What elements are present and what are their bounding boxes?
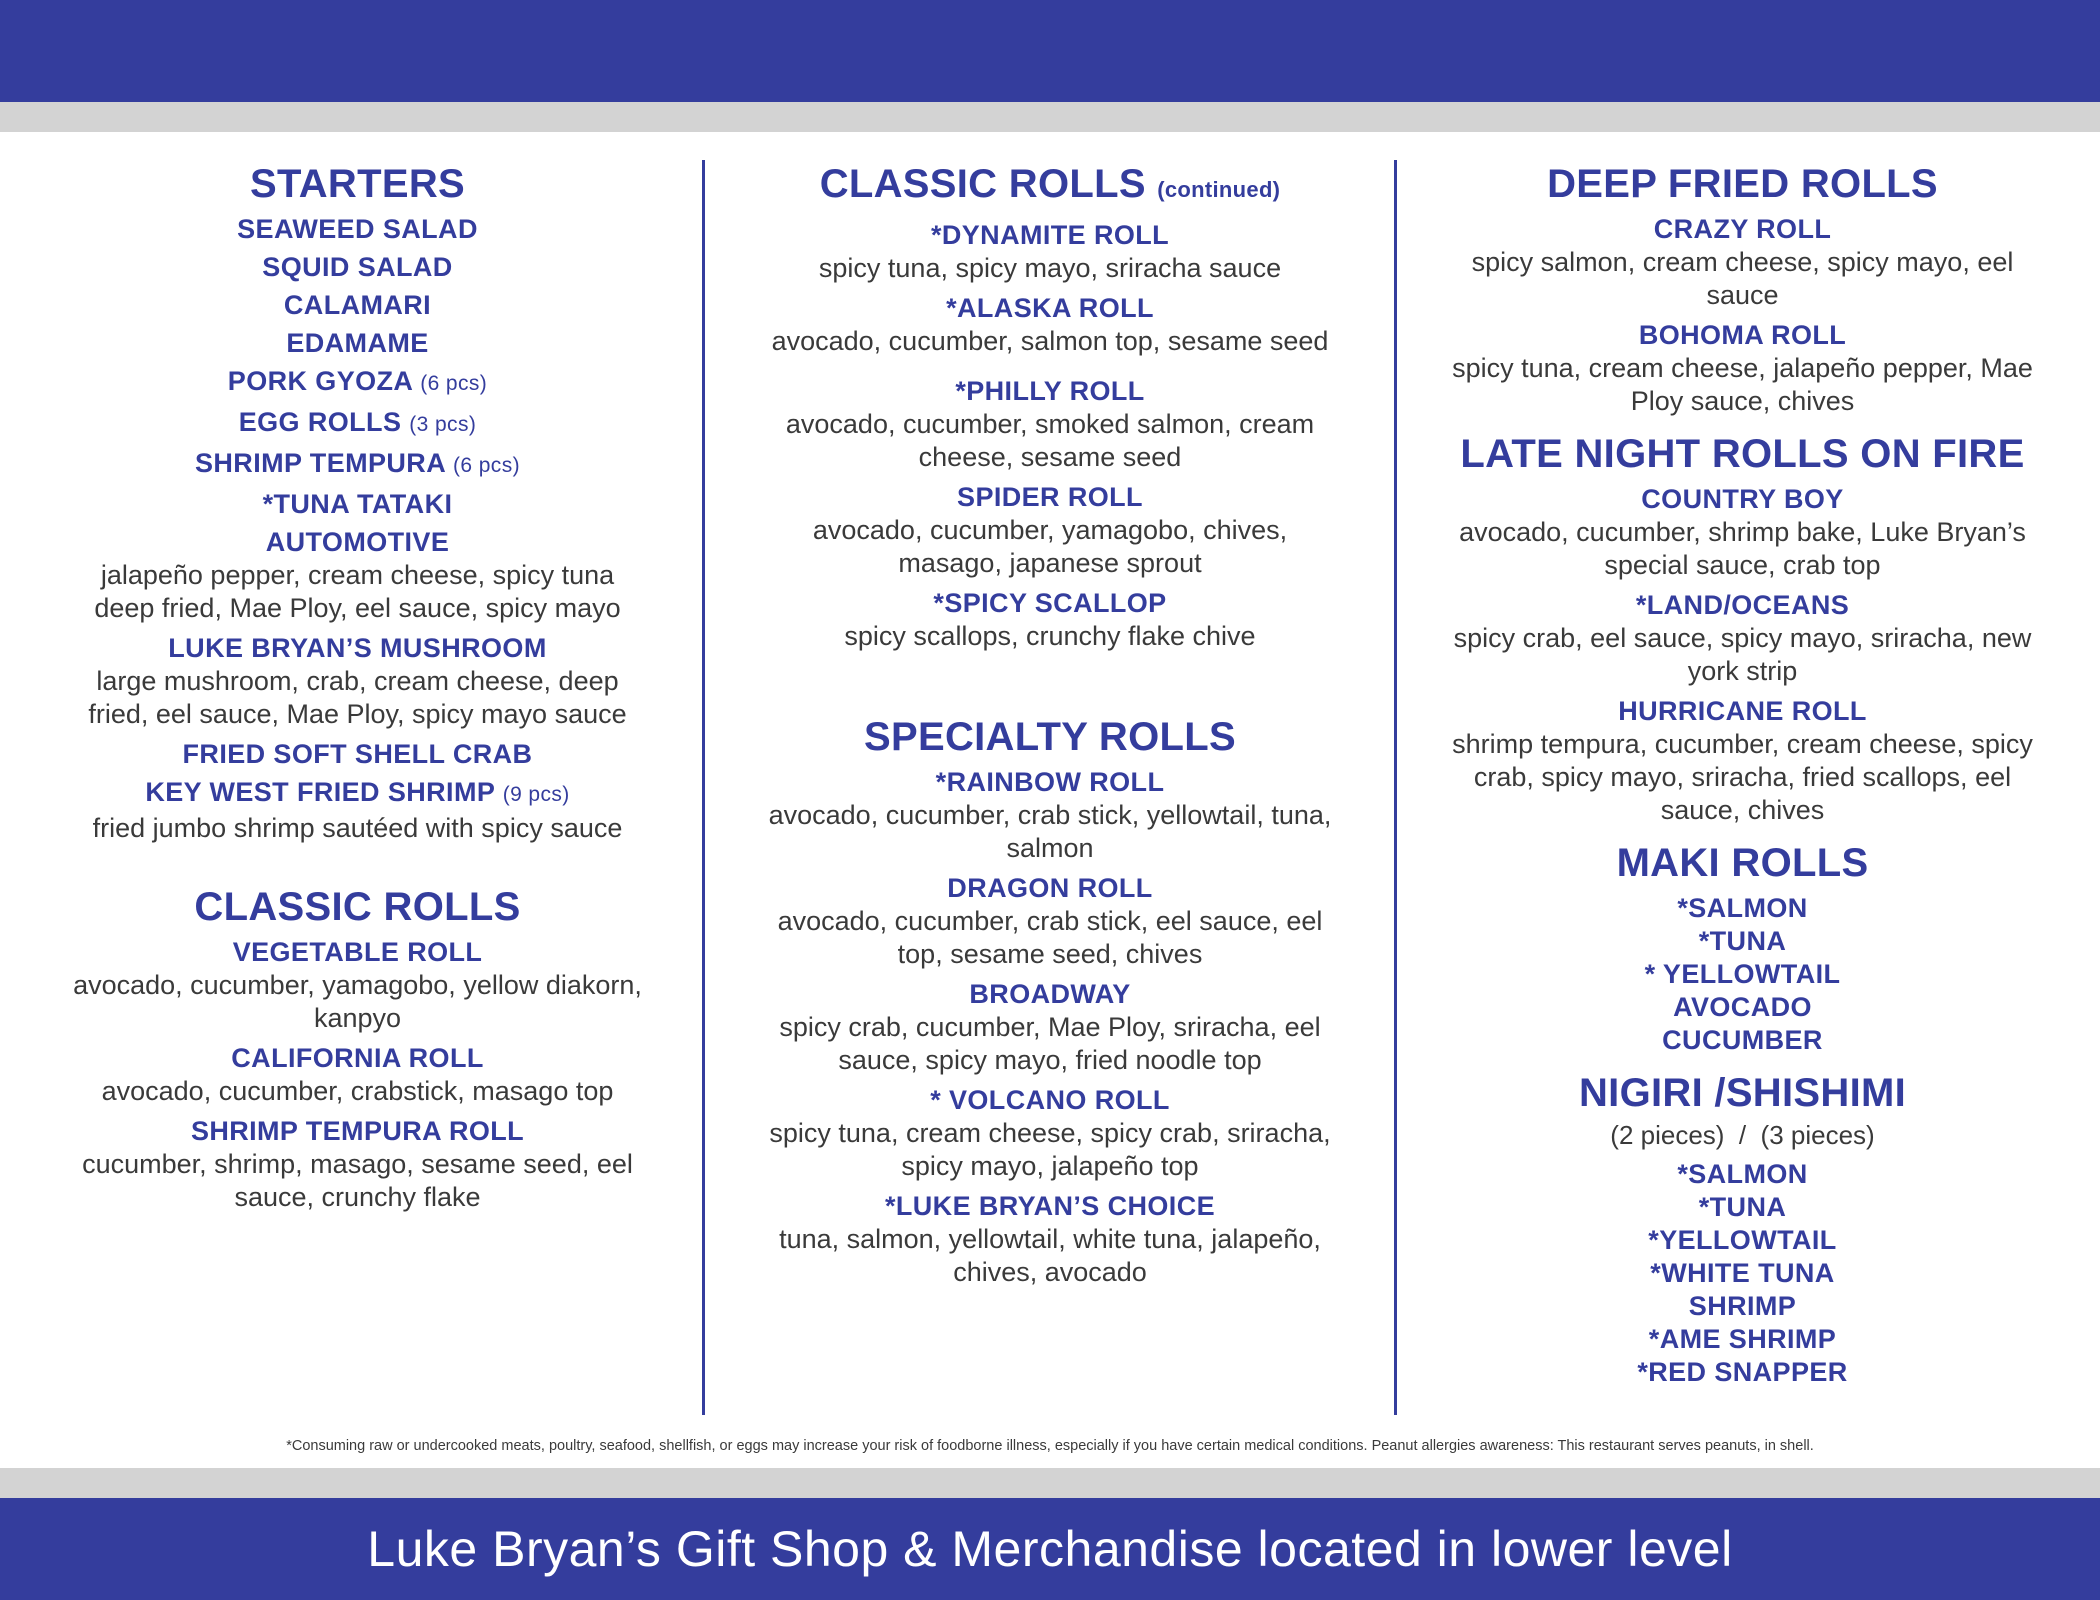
menu-item: *RAINBOW ROLL avocado, cucumber, crab stick, yellowtail, tuna, salmon <box>760 765 1340 865</box>
section-title-classic-rolls: CLASSIC ROLLS <box>194 885 521 929</box>
menu-item: HURRICANE ROLL shrimp tempura, cucumber, cream cheese, spicy crab, spicy mayo, sriracha, fried scallops, eel sauce, chives <box>1450 694 2035 827</box>
item-description: fried jumbo shrimp sautéed with spicy sauce <box>92 813 623 843</box>
item-description: large mushroom, crab, cream cheese, deep fried, eel sauce, Mae Ploy, spicy mayo sauce <box>88 666 627 729</box>
item-description: spicy crab, eel sauce, spicy mayo, sriracha, new york strip <box>1453 623 2032 686</box>
item-description: jalapeño pepper, cream cheese, spicy tuna deep fried, Mae Ploy, eel sauce, spicy mayo <box>94 560 621 623</box>
item-description: avocado, cucumber, crab stick, yellowtail, tuna, salmon <box>768 800 1332 863</box>
menu-item: DRAGON ROLL avocado, cucumber, crab stick, eel sauce, eel top, sesame seed, chives <box>760 871 1340 971</box>
menu-item: *TUNA TATAKI <box>262 489 453 519</box>
item-description: spicy scallops, crunchy flake chive <box>844 621 1256 651</box>
menu-item: *AME SHRIMP <box>1648 1324 1837 1354</box>
item-name: SHRIMP TEMPURA <box>194 448 446 478</box>
item-name: KEY WEST FRIED SHRIMP <box>145 777 495 807</box>
menu-item: SQUID SALAD <box>262 252 453 282</box>
item-description: spicy tuna, cream cheese, spicy crab, sriracha, spicy mayo, jalapeño top <box>769 1118 1331 1181</box>
item-name: EGG ROLLS <box>238 407 402 437</box>
section-title-nigiri-shishimi: NIGIRI /SHISHIMI <box>1578 1071 1907 1115</box>
menu-item: SHRIMP TEMPURA ROLL cucumber, shrimp, masago, sesame seed, eel sauce, crunchy flake <box>70 1114 645 1214</box>
item-description: cucumber, shrimp, masago, sesame seed, eel sauce, crunchy flake <box>82 1149 633 1212</box>
section-title-starters: STARTERS <box>250 162 465 206</box>
item-description: shrimp tempura, cucumber, cream cheese, spicy crab, spicy mayo, sriracha, fried scallops, eel sauce, chives <box>1452 729 2033 825</box>
section-title-specialty-rolls: SPECIALTY ROLLS <box>864 715 1236 759</box>
column-divider-2 <box>1394 160 1397 1415</box>
menu-item: SPIDER ROLL avocado, cucumber, yamagobo, chives, masago, japanese sprout <box>760 480 1340 580</box>
item-description: avocado, cucumber, salmon top, sesame seed <box>771 326 1329 356</box>
item-quantity: (9 pcs) <box>502 783 570 806</box>
section-note-pieces: (2 pieces) / (3 pieces) <box>1610 1120 1875 1150</box>
menu-item: CUCUMBER <box>1662 1025 1823 1055</box>
menu-item: *DYNAMITE ROLL spicy tuna, spicy mayo, sriracha sauce <box>760 218 1340 285</box>
item-description: avocado, cucumber, smoked salmon, cream cheese, sesame seed <box>785 409 1315 472</box>
menu-item: *WHITE TUNA <box>1650 1258 1835 1288</box>
menu-item: CALIFORNIA ROLL avocado, cucumber, crabstick, masago top <box>70 1041 645 1108</box>
menu-item: LUKE BRYAN’S MUSHROOM large mushroom, crab, cream cheese, deep fried, eel sauce, Mae Ploy, spicy mayo sauce <box>70 631 645 731</box>
menu-item: VEGETABLE ROLL avocado, cucumber, yamagobo, yellow diakorn, kanpyo <box>70 935 645 1035</box>
item-description: spicy tuna, spicy mayo, sriracha sauce <box>818 253 1282 283</box>
menu-item: CRAZY ROLL spicy salmon, cream cheese, spicy mayo, eel sauce <box>1450 212 2035 312</box>
menu-item: EDAMAME <box>286 328 429 358</box>
item-description: avocado, cucumber, yamagobo, chives, masago, japanese sprout <box>812 515 1288 578</box>
item-quantity: (3 pcs) <box>409 413 477 436</box>
item-description: avocado, cucumber, shrimp bake, Luke Bryan’s special sauce, crab top <box>1459 517 2026 580</box>
menu-item: CALAMARI <box>283 290 432 320</box>
section-title-late-night-rolls: LATE NIGHT ROLLS ON FIRE <box>1460 432 2025 476</box>
menu-item: BROADWAY spicy crab, cucumber, Mae Ploy, sriracha, eel sauce, spicy mayo, fried noodle top <box>760 977 1340 1077</box>
menu-item: COUNTRY BOY avocado, cucumber, shrimp bake, Luke Bryan’s special sauce, crab top <box>1450 482 2035 582</box>
menu-item: AVOCADO <box>1673 992 1812 1022</box>
menu-item: *RED SNAPPER <box>1637 1357 1848 1387</box>
menu-item: *TUNA <box>1698 926 1787 956</box>
section-title-deep-fried-rolls: DEEP FRIED ROLLS <box>1547 162 1938 206</box>
menu-item <box>70 775 645 845</box>
menu-item: * YELLOWTAIL <box>1644 959 1841 989</box>
item-name: PORK GYOZA <box>227 366 413 396</box>
menu-item: SHRIMP <box>1688 1291 1797 1321</box>
menu-item: *TUNA <box>1698 1192 1787 1222</box>
menu-item: *SPICY SCALLOP spicy scallops, crunchy flake chive <box>760 586 1340 653</box>
footer-gray-stripe <box>0 1468 2100 1498</box>
column-divider-1 <box>702 160 705 1415</box>
menu-item: AUTOMOTIVE jalapeño pepper, cream cheese, spicy tuna deep fried, Mae Ploy, eel sauce, spicy mayo <box>70 525 645 625</box>
menu-item: *PHILLY ROLL avocado, cucumber, smoked salmon, cream cheese, sesame seed <box>760 374 1340 474</box>
menu-item: *LAND/OCEANS spicy crab, eel sauce, spicy mayo, sriracha, new york strip <box>1450 588 2035 688</box>
menu-column-2 <box>760 160 1340 1289</box>
menu-item: *LUKE BRYAN’S CHOICE tuna, salmon, yellowtail, white tuna, jalapeño, chives, avocado <box>760 1189 1340 1289</box>
item-quantity: (6 pcs) <box>420 372 488 395</box>
allergy-disclaimer: *Consuming raw or undercooked meats, poultry, seafood, shellfish, or eggs may increase your risk of foodborne illness, especially if you have certain medical conditions. Peanut allergies awareness: This restaurant serves peanuts, in shell. <box>286 1438 1814 1454</box>
menu-item: *SALMON <box>1677 1159 1808 1189</box>
item-description: avocado, cucumber, crab stick, eel sauce, eel top, sesame seed, chives <box>777 906 1323 969</box>
menu-column-3 <box>1450 160 2035 1389</box>
menu-item: *SALMON <box>1677 893 1808 923</box>
item-description: tuna, salmon, yellowtail, white tuna, jalapeño, chives, avocado <box>779 1224 1321 1287</box>
section-title-maki-rolls: MAKI ROLLS <box>1616 841 1869 885</box>
item-description: avocado, cucumber, yamagobo, yellow diakorn, kanpyo <box>73 970 642 1033</box>
menu-item: *ALASKA ROLL avocado, cucumber, salmon top, sesame seed <box>760 291 1340 358</box>
item-description: spicy salmon, cream cheese, spicy mayo, eel sauce <box>1471 247 2014 310</box>
item-quantity: (6 pcs) <box>453 454 520 477</box>
section-title-classic-rolls-continued <box>760 160 1340 214</box>
footer-band <box>0 1498 2100 1600</box>
section-title-text: CLASSIC ROLLS <box>819 162 1146 206</box>
menu-item: *YELLOWTAIL <box>1648 1225 1837 1255</box>
menu-item <box>70 405 645 442</box>
menu-item: SEAWEED SALAD <box>237 214 478 244</box>
section-subtitle: (continued) <box>1157 177 1281 202</box>
header-gray-stripe <box>0 102 2100 132</box>
footer-gift-shop-text: Luke Bryan’s Gift Shop & Merchandise located in lower level <box>367 1521 1733 1577</box>
menu-column-1 <box>70 160 645 1214</box>
menu-item <box>70 446 645 483</box>
header-band <box>0 0 2100 102</box>
item-description: spicy crab, cucumber, Mae Ploy, sriracha, eel sauce, spicy mayo, fried noodle top <box>779 1012 1321 1075</box>
menu-item: * VOLCANO ROLL spicy tuna, cream cheese, spicy crab, sriracha, spicy mayo, jalapeño top <box>760 1083 1340 1183</box>
item-description: spicy tuna, cream cheese, jalapeño pepper, Mae Ploy sauce, chives <box>1452 353 2033 416</box>
item-description: avocado, cucumber, crabstick, masago top <box>101 1076 614 1106</box>
menu-item: FRIED SOFT SHELL CRAB <box>182 739 533 769</box>
menu-item: BOHOMA ROLL spicy tuna, cream cheese, jalapeño pepper, Mae Ploy sauce, chives <box>1450 318 2035 418</box>
menu-item <box>70 364 645 401</box>
